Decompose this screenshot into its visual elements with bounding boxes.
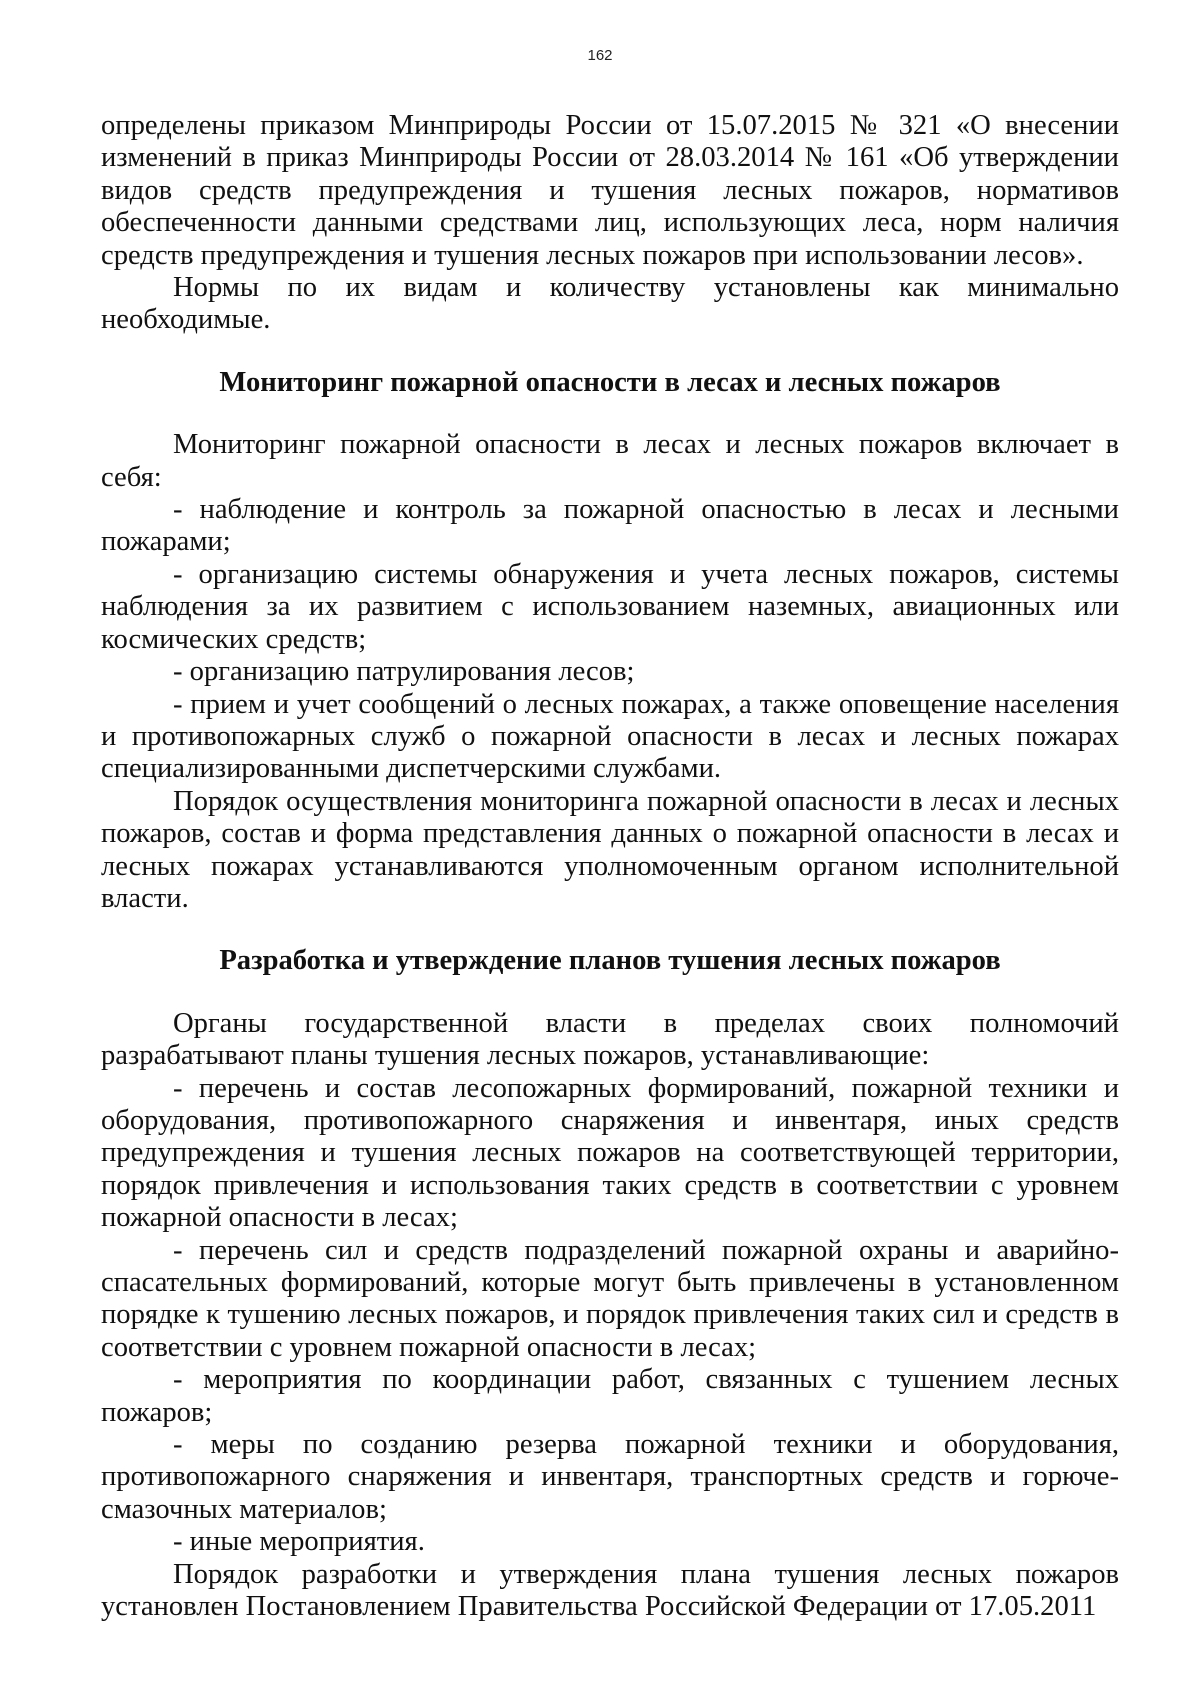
monitoring-list-item: - прием и учет сообщений о лесных пожарах, а также оповещение населения и противопожарных служб о пожарной опасности в лесах и лесных пожарах специализированными диспетчерскими службами.: [101, 688, 1119, 785]
monitoring-closing-paragraph: Порядок осуществления мониторинга пожарной опасности в лесах и лесных пожаров, состав и форма представления данных о пожарной опасности в лесах и лесных пожарах устанавливаются уполномоченным органом исполнительной власти.: [101, 785, 1119, 914]
monitoring-list-item: - организацию системы обнаружения и учета лесных пожаров, системы наблюдения за их развитием с использованием наземных, авиационных или космических средств;: [101, 558, 1119, 655]
spacer: [101, 978, 1119, 1008]
plans-intro-paragraph: Органы государственной власти в пределах своих полномочий разрабатывают планы тушения лесных пожаров, устанавливающие:: [101, 1007, 1119, 1072]
spacer: [101, 399, 1119, 429]
plans-list-item: - иные мероприятия.: [173, 1526, 425, 1558]
monitoring-list-item: - организацию патрулирования лесов;: [173, 656, 635, 688]
plans-closing-paragraph: Порядок разработки и утверждения плана тушения лесных пожаров установлен Постановлением Правительства Российской Федерации от 17.05.2011: [101, 1558, 1119, 1623]
document-body: [101, 110, 1119, 1623]
intro-paragraph-2: Нормы по их видам и количеству установлены как минимально необходимые.: [101, 272, 1119, 336]
page-number: 162: [587, 47, 613, 64]
monitoring-list-item: - наблюдение и контроль за пожарной опасностью в лесах и лесными пожарами;: [101, 494, 1119, 558]
monitoring-intro-paragraph: Мониторинг пожарной опасности в лесах и лесных пожаров включает в себя:: [101, 429, 1119, 493]
plans-list-item: - перечень сил и средств подразделений пожарной охраны и аварийно-спасательных формирований, которые могут быть привлечены в установленном порядке к тушению лесных пожаров, и порядок привлечения таких сил и средств в соответствии с уровнем пожарной опасности в лесах;: [101, 1234, 1119, 1363]
plans-list-item: - перечень и состав лесопожарных формирований, пожарной техники и оборудования, противопожарного снаряжения и инвентаря, иных средств предупреждения и тушения лесных пожаров на соответствующей территории, порядок привлечения и использования таких средств в соответствии с уровнем пожарной опасности в лесах;: [101, 1072, 1119, 1234]
plans-list-item: - меры по созданию резерва пожарной техники и оборудования, противопожарного снаряжения и инвентаря, транспортных средств и горюче-смазочных материалов;: [101, 1429, 1119, 1525]
section-heading-plans: Разработка и утверждение планов тушения лесных пожаров: [219, 945, 1001, 977]
plans-list-item: - мероприятия по координации работ, связанных с тушением лесных пожаров;: [101, 1364, 1119, 1428]
spacer: [101, 915, 1119, 945]
spacer: [101, 337, 1119, 367]
section-heading-monitoring: Мониторинг пожарной опасности в лесах и лесных пожаров: [219, 366, 1001, 398]
intro-paragraph-1: определены приказом Минприроды России от 15.07.2015 № 321 «О внесении изменений в приказ Минприроды России от 28.03.2014 № 161 «Об утверждении видов средств предупреждения и тушения лесных пожаров, нормативов обеспеченности данными средствами лиц, использующих леса, норм наличия средств предупреждения и тушения лесных пожаров при использовании лесов».: [101, 110, 1119, 271]
